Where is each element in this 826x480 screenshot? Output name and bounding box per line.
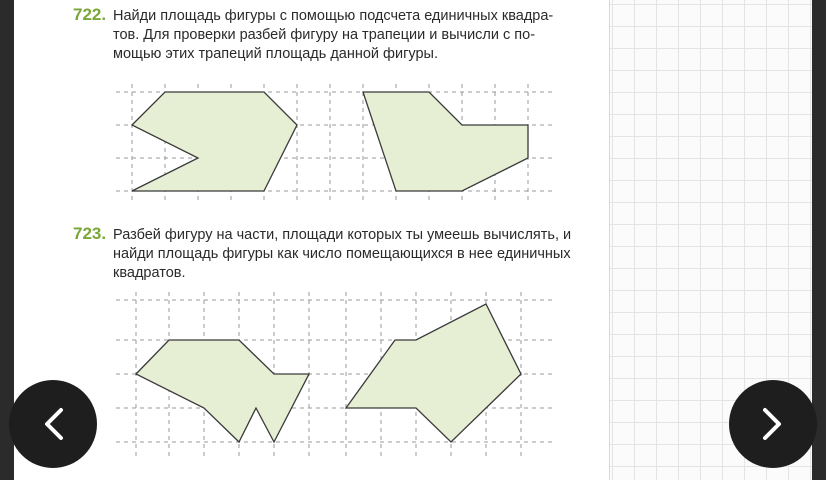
figure-grid-723	[110, 288, 560, 458]
shape-722-right	[363, 92, 528, 191]
textbook-page	[14, 0, 812, 480]
problem-723-line-3: квадратов.	[113, 265, 186, 281]
page-divider	[609, 0, 610, 480]
problem-723-text	[113, 226, 571, 283]
shape-723-left	[136, 340, 309, 442]
figure-grid-722	[110, 82, 560, 202]
chevron-left-icon	[9, 380, 97, 468]
shape-723-right	[346, 304, 521, 442]
problem-723-line-2: найди площадь фигуры как число помещающихся в нее единичных	[113, 246, 571, 262]
problem-number-722: 722.	[73, 5, 107, 24]
problem-722-line-2: тов. Для проверки разбей фигуру на трапеции и вычисли с по-	[113, 27, 536, 43]
previous-image-button[interactable]	[9, 380, 97, 468]
problem-722-text	[113, 7, 553, 64]
chevron-right-icon	[729, 380, 817, 468]
problem-723-line-1: Разбей фигуру на части, площади которых ты умеешь вычислять, и	[113, 227, 572, 243]
shape-722-left	[132, 92, 297, 191]
problem-722-line-1: Найди площадь фигуры с помощью подсчета единичных квадра-	[113, 8, 554, 24]
problem-722-line-3: мощью этих трапеций площадь данной фигуры.	[113, 46, 438, 62]
problem-number-723: 723.	[73, 224, 107, 243]
next-image-button[interactable]	[729, 380, 817, 468]
